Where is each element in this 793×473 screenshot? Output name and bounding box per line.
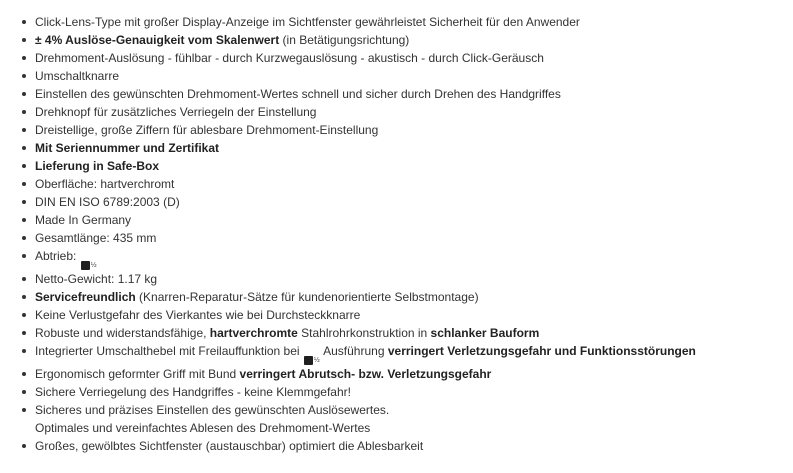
item-text: (in Betätigungsrichtung) (279, 33, 410, 47)
item-text: Click-Lens-Type mit großer Display-Anzeige im Sichtfenster gewährleistet Sicherheit für den Anwender (35, 15, 580, 29)
list-item (20, 139, 780, 157)
item-text: Großes, gewölbtes Sichtfenster (austauschbar) optimiert die Ablesbarkeit (35, 439, 424, 453)
drive-square-glyph (304, 356, 313, 365)
item-text: Umschaltknarre (35, 69, 120, 83)
item-bold-text: verringert Abrutsch- bzw. Verletzungsgefahr (239, 367, 492, 381)
list-item (20, 121, 780, 139)
item-text: Oberfläche: hartverchromt (35, 177, 175, 191)
item-bold-text: schlanker Bauform (430, 326, 540, 340)
item-text: Optimales und vereinfachtes Ablesen des Drehmoment-Wertes (35, 421, 371, 435)
item-text: Sichere Verriegelung des Handgriffes - keine Klemmgefahr! (35, 385, 351, 399)
drive-fraction-label: ½ (90, 262, 97, 269)
item-text: Drehmoment-Auslösung - fühlbar - durch Kurzwegauslösung - akustisch - durch Click-Geräusch (35, 51, 544, 65)
list-item (20, 49, 780, 67)
item-bold-text: Lieferung in Safe-Box (35, 159, 160, 173)
list-item (20, 365, 780, 383)
drive-fraction-label: ½ (313, 357, 320, 364)
item-bold-text: hartverchromte (209, 326, 298, 340)
list-item (20, 288, 780, 306)
list-item (20, 13, 780, 31)
list-item (20, 157, 780, 175)
square-drive-icon (304, 356, 320, 365)
item-text: Dreistellige, große Ziffern für ablesbare Drehmoment-Einstellung (35, 123, 379, 137)
item-text: Netto-Gewicht: 1.17 kg (35, 272, 158, 286)
item-text: Drehknopf für zusätzliches Verriegeln der Einstellung (35, 105, 317, 119)
drive-square-glyph (81, 261, 90, 270)
list-item (20, 193, 780, 211)
item-text: Gesamtlänge: 435 mm (35, 231, 157, 245)
item-bold-text: verringert Verletzungsgefahr und Funktionsstörungen (387, 344, 696, 358)
item-bold-text: ± 4% Auslöse-Genauigkeit vom Skalenwert (35, 33, 280, 47)
list-item (20, 270, 780, 288)
list-item (20, 437, 780, 455)
list-item (20, 342, 780, 365)
list-item (20, 67, 780, 85)
item-text: Abtrieb: (35, 249, 80, 263)
list-item (20, 85, 780, 103)
list-item (20, 229, 780, 247)
item-text: Robuste und widerstandsfähige, (35, 326, 210, 340)
list-item (20, 324, 780, 342)
list-item (20, 175, 780, 193)
list-item (20, 211, 780, 229)
list-item (20, 103, 780, 121)
item-text: Stahlrohrkonstruktion in (297, 326, 431, 340)
list-item (20, 247, 780, 270)
item-text: DIN EN ISO 6789:2003 (D) (35, 195, 180, 209)
list-item (20, 31, 780, 49)
item-text: Ergonomisch geformter Griff mit Bund (35, 367, 240, 381)
list-item (20, 401, 780, 437)
item-bold-text: Servicefreundlich (35, 290, 136, 304)
item-text: Einstellen des gewünschten Drehmoment-Wertes schnell und sicher durch Drehen des Handgriffes (35, 87, 561, 101)
list-item (20, 383, 780, 401)
item-text: Sicheres und präzises Einstellen des gewünschten Auslösewertes. (35, 403, 390, 417)
list-item (20, 306, 780, 324)
item-bold-text: Mit Seriennummer und Zertifikat (35, 141, 220, 155)
item-text: Ausführung (320, 344, 388, 358)
item-text: Keine Verlustgefahr des Vierkantes wie bei Durchsteckknarre (35, 308, 361, 322)
feature-list (20, 13, 780, 455)
item-text: Integrierter Umschalthebel mit Freilauffunktion bei (35, 344, 303, 358)
item-text: Made In Germany (35, 213, 132, 227)
square-drive-icon (81, 261, 97, 270)
item-text: (Knarren-Reparatur-Sätze für kundenorientierte Selbstmontage) (135, 290, 479, 304)
